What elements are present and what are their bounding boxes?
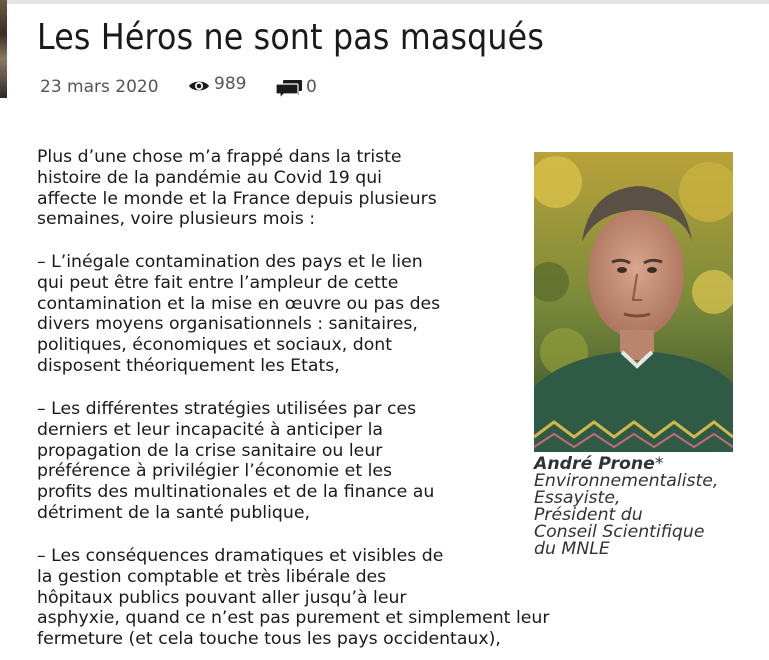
article-title: Les Héros ne sont pas masqués [37, 17, 545, 58]
paragraph-contamination: – L’inégale contamination des pays et le lien qui peut être fait entre l’ampleur de cette contamination et la mise en œuvre ou pas des divers moyens organisationnels : sanitaires, politiques, économiques et sociaux, dont disposent théoriquement les Etats, [37, 252, 441, 376]
author-description: Environnementaliste, Essayiste, Président du Conseil Scientifique du MNLE [534, 471, 719, 559]
author-footnote-marker: * [654, 454, 664, 474]
comments-icon[interactable] [275, 79, 303, 104]
paragraph-strategies: – Les différentes stratégies utilisées par ces derniers et leur incapacité à anticiper la propagation de la crise sanitaire ou leur préférence à privilégier l’économie et les profits des multinationales et de la finance au détriment de la santé publique, [37, 399, 435, 523]
author-name: André Prone [534, 454, 655, 474]
view-count: 989 [214, 74, 247, 94]
top-divider [0, 0, 769, 4]
article-meta [40, 72, 740, 102]
author-caption [534, 456, 764, 558]
comment-count[interactable]: 0 [306, 77, 317, 97]
eye-icon [188, 78, 210, 98]
paragraph-consequences: – Les conséquences dramatiques et visibles de la gestion comptable et très libérale des hôpitaux publics pouvant aller jusqu’à leur asphyxie, quand ce n’est pas purement et simplement leur fermeture (et cela touche tous les pays occidentaux), [37, 546, 550, 650]
publish-date: 23 mars 2020 [40, 77, 159, 97]
paragraph-intro: Plus d’une chose m’a frappé dans la triste histoire de la pandémie au Covid 19 qui affecte le monde et la France depuis plusieurs semaines, voire plusieurs mois : [37, 147, 437, 230]
author-portrait [534, 152, 733, 452]
adjacent-thumbnail-edge [0, 0, 7, 98]
